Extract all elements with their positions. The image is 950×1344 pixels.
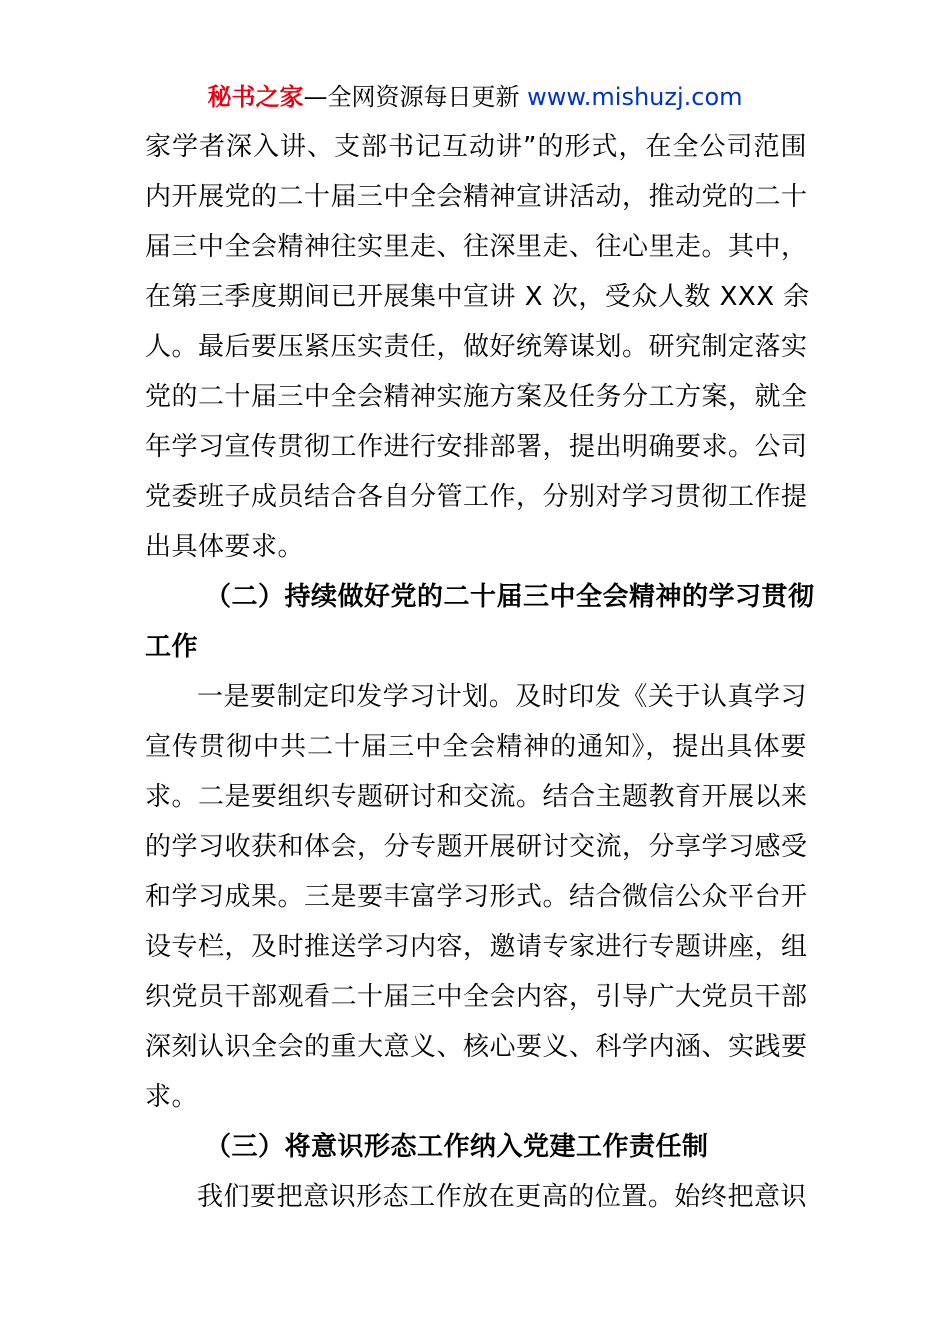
site-header — [0, 80, 950, 114]
paragraph-line: 党委班子成员结合各自分管工作，分别对学习贯彻工作提 — [145, 482, 808, 512]
paragraph-line: 人。最后要压紧压实责任，做好统筹谋划。研究制定落实 — [145, 332, 808, 362]
paragraph-line: 设专栏，及时推送学习内容，邀请专家进行专题讲座，组 — [145, 932, 808, 962]
paragraph-line: 党的二十届三中全会精神实施方案及任务分工方案，就全 — [145, 382, 808, 412]
section-heading: （二）持续做好党的二十届三中全会精神的学习贯彻 — [205, 582, 815, 612]
paragraph-line: 深刻认识全会的重大意义、核心要义、科学内涵、实践要 — [145, 1032, 808, 1062]
paragraph-line: 届三中全会精神往实里走、往深里走、往心里走。其中， — [145, 232, 808, 262]
paragraph-line: 我们要把意识形态工作放在更高的位置。始终把意识 — [197, 1182, 807, 1212]
document-body — [145, 122, 815, 1222]
paragraph-line: 织党员干部观看二十届三中全会内容，引导广大党员干部 — [145, 982, 808, 1012]
paragraph-line: 求。 — [145, 1082, 199, 1112]
site-brand: 秘书之家 — [207, 83, 304, 111]
paragraph-line: 家学者深入讲、支部书记互动讲”的形式，在全公司范围 — [145, 132, 807, 162]
section-heading-continued: 工作 — [145, 632, 199, 662]
site-url-link[interactable]: www.mishuzj.com — [527, 83, 743, 111]
paragraph-line: 和学习成果。三是要丰富学习形式。结合微信公众平台开 — [145, 882, 808, 912]
paragraph-line: 一是要制定印发学习计划。及时印发《关于认真学习 — [197, 682, 807, 712]
paragraph-line: 的学习收获和体会，分专题开展研讨交流，分享学习感受 — [145, 832, 808, 862]
site-tagline: —全网资源每日更新 — [303, 83, 528, 111]
paragraph-line: 求。二是要组织专题研讨和交流。结合主题教育开展以来 — [145, 782, 808, 812]
paragraph-line: 出具体要求。 — [145, 532, 305, 562]
paragraph-line: 内开展党的二十届三中全会精神宣讲活动，推动党的二十 — [145, 182, 808, 212]
paragraph-line: 宣传贯彻中共二十届三中全会精神的通知》，提出具体要 — [145, 732, 807, 762]
paragraph-line: 年学习宣传贯彻工作进行安排部署，提出明确要求。公司 — [145, 432, 808, 462]
section-heading: （三）将意识形态工作纳入党建工作责任制 — [205, 1132, 709, 1162]
paragraph-line: 在第三季度期间已开展集中宣讲 X 次，受众人数 XXX 余 — [145, 282, 810, 312]
